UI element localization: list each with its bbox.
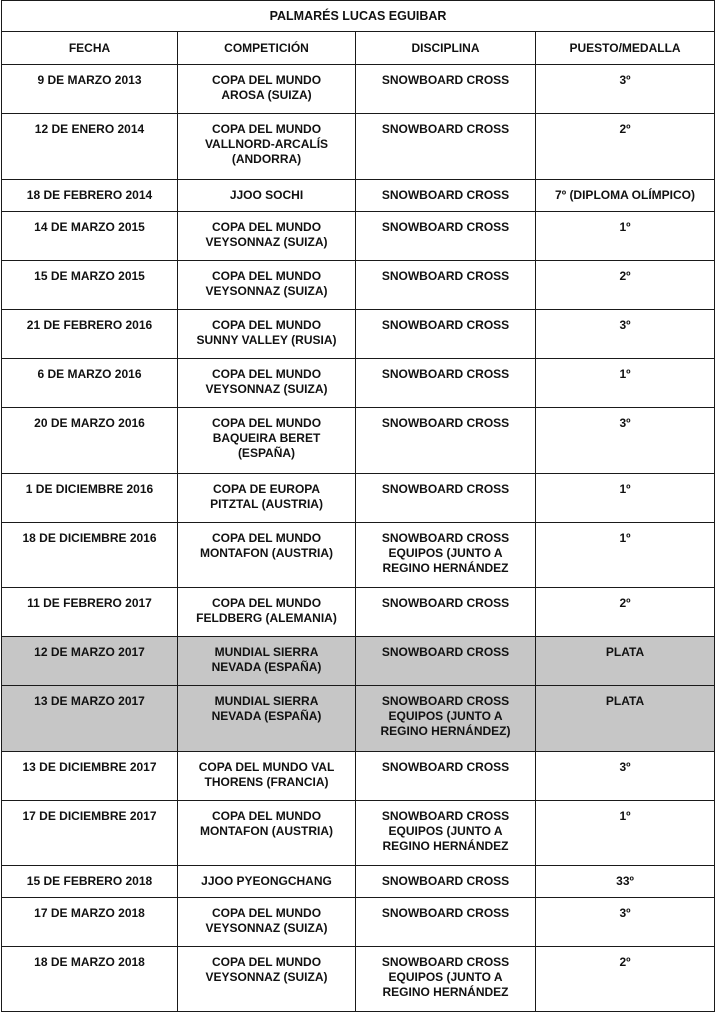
cell-competicion: COPA DEL MUNDO VEYSONNAZ (SUIZA) <box>178 212 356 261</box>
table-row <box>2 65 715 114</box>
table-row <box>2 474 715 523</box>
cell-competicion: COPA DEL MUNDO AROSA (SUIZA) <box>178 65 356 114</box>
cell-puesto: 3º <box>536 408 715 474</box>
cell-fecha: 14 DE MARZO 2015 <box>2 212 178 261</box>
cell-disciplina: SNOWBOARD CROSS <box>356 637 536 686</box>
table-row <box>2 752 715 801</box>
cell-competicion: COPA DE EUROPA PITZTAL (AUSTRIA) <box>178 474 356 523</box>
cell-competicion: COPA DEL MUNDO MONTAFON (AUSTRIA) <box>178 523 356 588</box>
table-title: PALMARÉS LUCAS EGUIBAR <box>2 1 715 32</box>
cell-fecha: 18 DE DICIEMBRE 2016 <box>2 523 178 588</box>
cell-puesto: 3º <box>536 65 715 114</box>
cell-competicion: COPA DEL MUNDO MONTAFON (AUSTRIA) <box>178 801 356 866</box>
cell-fecha: 12 DE ENERO 2014 <box>2 114 178 180</box>
cell-disciplina: SNOWBOARD CROSS <box>356 752 536 801</box>
table-row <box>2 359 715 408</box>
cell-fecha: 15 DE MARZO 2015 <box>2 261 178 310</box>
cell-disciplina: SNOWBOARD CROSS <box>356 212 536 261</box>
cell-fecha: 1 DE DICIEMBRE 2016 <box>2 474 178 523</box>
table-row <box>2 408 715 474</box>
cell-puesto: 2º <box>536 114 715 180</box>
table-row <box>2 523 715 588</box>
cell-disciplina: SNOWBOARD CROSS EQUIPOS (JUNTO A REGINO HERNÁNDEZ <box>356 523 536 588</box>
cell-disciplina: SNOWBOARD CROSS <box>356 310 536 359</box>
cell-competicion: MUNDIAL SIERRA NEVADA (ESPAÑA) <box>178 637 356 686</box>
cell-competicion: JJOO PYEONGCHANG <box>178 866 356 898</box>
header-competicion: COMPETICIÓN <box>178 32 356 65</box>
table-row <box>2 588 715 637</box>
header-puesto: PUESTO/MEDALLA <box>536 32 715 65</box>
cell-disciplina: SNOWBOARD CROSS <box>356 588 536 637</box>
header-fecha: FECHA <box>2 32 178 65</box>
cell-fecha: 20 DE MARZO 2016 <box>2 408 178 474</box>
cell-competicion: COPA DEL MUNDO VALLNORD-ARCALÍS (ANDORRA) <box>178 114 356 180</box>
title-row <box>2 1 715 32</box>
header-row <box>2 32 715 65</box>
cell-competicion: COPA DEL MUNDO VEYSONNAZ (SUIZA) <box>178 898 356 947</box>
cell-fecha: 9 DE MARZO 2013 <box>2 65 178 114</box>
table-row <box>2 898 715 947</box>
cell-competicion: COPA DEL MUNDO VEYSONNAZ (SUIZA) <box>178 359 356 408</box>
cell-competicion: COPA DEL MUNDO FELDBERG (ALEMANIA) <box>178 588 356 637</box>
cell-puesto: 2º <box>536 261 715 310</box>
cell-puesto: 1º <box>536 523 715 588</box>
cell-fecha: 12 DE MARZO 2017 <box>2 637 178 686</box>
cell-fecha: 18 DE MARZO 2018 <box>2 947 178 1012</box>
cell-puesto: PLATA <box>536 637 715 686</box>
cell-disciplina: SNOWBOARD CROSS EQUIPOS (JUNTO A REGINO HERNÁNDEZ <box>356 947 536 1012</box>
table-row <box>2 947 715 1012</box>
cell-puesto: 3º <box>536 310 715 359</box>
header-disciplina: DISCIPLINA <box>356 32 536 65</box>
cell-disciplina: SNOWBOARD CROSS <box>356 474 536 523</box>
cell-disciplina: SNOWBOARD CROSS EQUIPOS (JUNTO A REGINO HERNÁNDEZ <box>356 801 536 866</box>
cell-disciplina: SNOWBOARD CROSS <box>356 114 536 180</box>
cell-disciplina: SNOWBOARD CROSS <box>356 359 536 408</box>
cell-puesto: 7º (DIPLOMA OLÍMPICO) <box>536 180 715 212</box>
cell-puesto: 3º <box>536 898 715 947</box>
cell-competicion: COPA DEL MUNDO VAL THORENS (FRANCIA) <box>178 752 356 801</box>
cell-puesto: 1º <box>536 801 715 866</box>
cell-puesto: 1º <box>536 474 715 523</box>
cell-competicion: COPA DEL MUNDO SUNNY VALLEY (RUSIA) <box>178 310 356 359</box>
cell-fecha: 21 DE FEBRERO 2016 <box>2 310 178 359</box>
cell-disciplina: SNOWBOARD CROSS <box>356 866 536 898</box>
cell-fecha: 18 DE FEBRERO 2014 <box>2 180 178 212</box>
table-row <box>2 180 715 212</box>
palmares-table <box>1 0 715 1012</box>
cell-competicion: COPA DEL MUNDO BAQUEIRA BERET (ESPAÑA) <box>178 408 356 474</box>
cell-fecha: 15 DE FEBRERO 2018 <box>2 866 178 898</box>
table-row <box>2 637 715 686</box>
table-row <box>2 212 715 261</box>
table-row <box>2 310 715 359</box>
table-row <box>2 866 715 898</box>
table-row <box>2 801 715 866</box>
cell-fecha: 11 DE FEBRERO 2017 <box>2 588 178 637</box>
cell-puesto: 1º <box>536 212 715 261</box>
cell-disciplina: SNOWBOARD CROSS EQUIPOS (JUNTO A REGINO HERNÁNDEZ) <box>356 686 536 752</box>
cell-puesto: PLATA <box>536 686 715 752</box>
table-row <box>2 261 715 310</box>
cell-fecha: 13 DE DICIEMBRE 2017 <box>2 752 178 801</box>
cell-competicion: COPA DEL MUNDO VEYSONNAZ (SUIZA) <box>178 261 356 310</box>
cell-disciplina: SNOWBOARD CROSS <box>356 261 536 310</box>
cell-disciplina: SNOWBOARD CROSS <box>356 65 536 114</box>
cell-puesto: 3º <box>536 752 715 801</box>
cell-puesto: 33º <box>536 866 715 898</box>
cell-fecha: 17 DE MARZO 2018 <box>2 898 178 947</box>
table-row <box>2 686 715 752</box>
cell-fecha: 6 DE MARZO 2016 <box>2 359 178 408</box>
cell-puesto: 2º <box>536 588 715 637</box>
cell-disciplina: SNOWBOARD CROSS <box>356 408 536 474</box>
cell-disciplina: SNOWBOARD CROSS <box>356 898 536 947</box>
cell-competicion: COPA DEL MUNDO VEYSONNAZ (SUIZA) <box>178 947 356 1012</box>
cell-competicion: JJOO SOCHI <box>178 180 356 212</box>
cell-fecha: 17 DE DICIEMBRE 2017 <box>2 801 178 866</box>
cell-puesto: 2º <box>536 947 715 1012</box>
cell-fecha: 13 DE MARZO 2017 <box>2 686 178 752</box>
cell-competicion: MUNDIAL SIERRA NEVADA (ESPAÑA) <box>178 686 356 752</box>
table-body <box>2 65 715 1012</box>
table-row <box>2 114 715 180</box>
cell-disciplina: SNOWBOARD CROSS <box>356 180 536 212</box>
cell-puesto: 1º <box>536 359 715 408</box>
